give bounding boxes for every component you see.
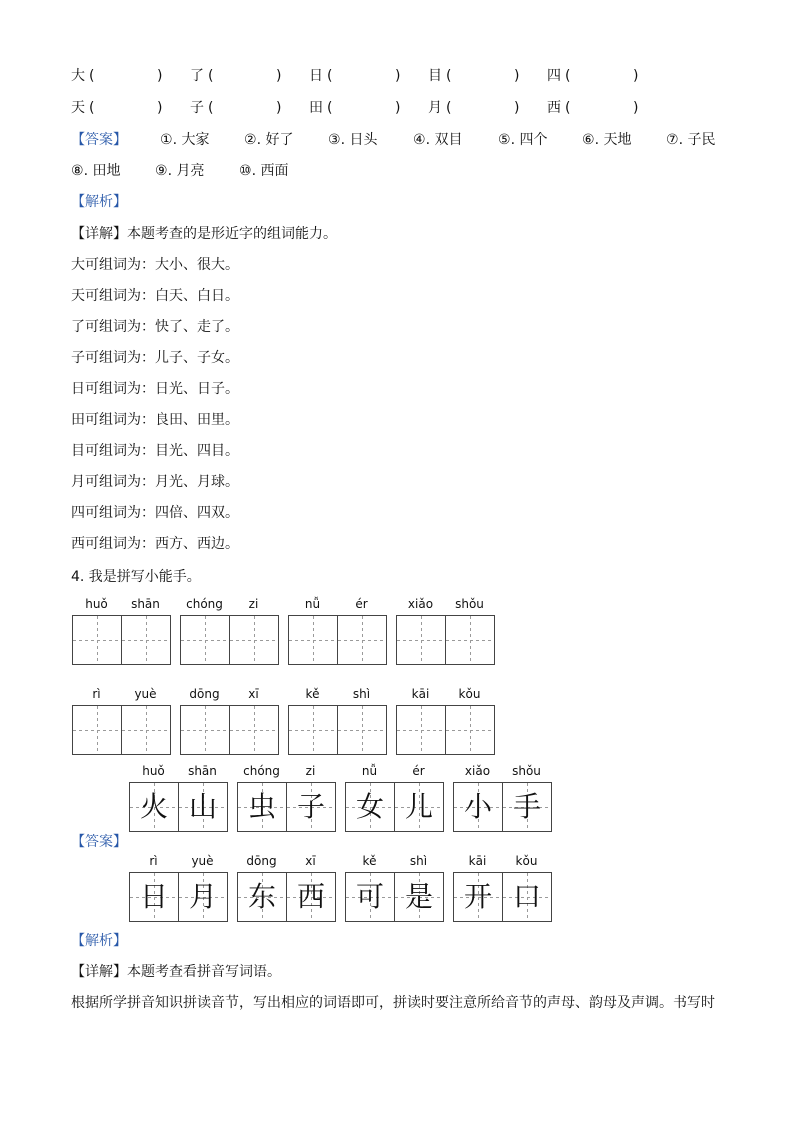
written-char: 是 [404,880,433,913]
answer-blank[interactable] [456,99,512,117]
tian-grid-box [237,782,287,832]
tian-grid-box[interactable] [445,615,495,665]
word-group [129,764,226,832]
paren-open: ( [565,100,571,116]
answer-label: 【答案】 [71,132,127,148]
tian-grid-box[interactable] [180,615,230,665]
written-char: 西 [296,880,325,913]
answer-blank[interactable] [575,99,631,117]
paren-close: ) [276,100,282,116]
paren-open: ( [327,68,333,84]
base-char: 月 [428,100,442,116]
tian-grid-boxes [288,705,386,755]
tian-grid-box[interactable] [180,705,230,755]
written-char: 火 [139,790,168,823]
explanation-line: 田可组词为：良田、田里。 [71,412,239,428]
written-char: 日 [139,880,168,913]
answer-blank[interactable] [337,67,393,85]
pinyin-syllable: nǚ [361,764,378,778]
pinyin-row [345,854,442,868]
pinyin-syllable: yuè [134,687,157,701]
pinyin-syllable: xiǎo [464,764,491,778]
pinyin-syllable: rì [92,687,101,701]
tian-grid-boxes [396,615,494,665]
explanation-line: 目可组词为：目光、四目。 [71,443,239,459]
question-4-title: 4. 我是拼写小能手。 [71,569,201,585]
tian-grid-boxes [345,872,443,922]
answer-text: . 大家 [172,132,210,148]
paren-close: ) [276,68,282,84]
pinyin-row [237,764,334,778]
detail-line-1 [71,225,337,243]
pinyin-syllable: xī [248,687,259,701]
answer-label-2: 【答案】 [71,834,127,850]
pinyin-syllable: kě [362,854,377,868]
answer-number: ⑩ [239,163,252,179]
answer-number: ③ [328,132,341,148]
base-char: 四 [547,68,561,84]
answer-text: . 日头 [340,132,378,148]
tian-grid-box[interactable] [121,705,171,755]
answer-item [71,162,120,180]
paren-close: ) [157,100,163,116]
answer-item [582,131,631,149]
written-char: 子 [296,790,325,823]
pinyin-syllable: shì [409,854,428,868]
answer-text: . 天地 [594,132,632,148]
base-char: 了 [190,68,204,84]
paren-open: ( [89,68,95,84]
answer-item [244,131,293,149]
answer-number: ① [160,132,173,148]
pinyin-row [72,597,169,611]
word-group [72,687,169,755]
tian-grid-box [286,872,336,922]
paren-open: ( [89,100,95,116]
pinyin-row [180,597,277,611]
written-char: 月 [188,880,217,913]
explanation-line: 日可组词为：日光、日子。 [71,381,239,397]
pinyin-row [129,854,226,868]
pinyin-syllable: shǒu [512,764,541,778]
word-group [288,597,385,665]
pinyin-syllable: ér [412,764,425,778]
tian-grid-boxes [396,705,494,755]
tian-grid-box[interactable] [288,615,338,665]
tian-grid-box[interactable] [396,705,446,755]
answer-blank[interactable] [456,67,512,85]
paren-close: ) [514,68,520,84]
base-char: 目 [428,68,442,84]
answer-number: ⑥ [582,132,595,148]
pinyin-row [237,854,334,868]
answer-item [498,131,547,149]
answer-number: ② [244,132,257,148]
answer-text: . 田地 [83,163,121,179]
answer-item [155,162,204,180]
word-group [180,687,277,755]
paren-close: ) [157,68,163,84]
pinyin-syllable: chóng [186,597,223,611]
answer-item [666,131,715,149]
base-char: 大 [71,68,85,84]
word-group [237,854,334,922]
tian-grid-box[interactable] [121,615,171,665]
analysis-label-2: 【解析】 [71,933,127,949]
written-char: 小 [463,790,492,823]
paren-open: ( [446,68,452,84]
answer-blank[interactable] [575,67,631,85]
pinyin-syllable: chóng [243,764,280,778]
tian-grid-box[interactable] [445,705,495,755]
answer-item [239,162,288,180]
answer-item [413,131,462,149]
pinyin-syllable: rì [149,854,158,868]
tian-grid-boxes [453,782,551,832]
paren-open: ( [446,100,452,116]
paren-close: ) [633,100,639,116]
word-group [345,854,442,922]
answer-blank[interactable] [218,67,274,85]
tian-grid-boxes [288,615,386,665]
tian-grid-box[interactable] [396,615,446,665]
base-char: 日 [309,68,323,84]
answer-text: . 四个 [510,132,548,148]
word-group [396,597,493,665]
word-group [72,597,169,665]
pinyin-syllable: kǒu [515,854,538,868]
pinyin-syllable: dōng [246,854,277,868]
explanation-line: 月可组词为：月光、月球。 [71,474,239,490]
tian-grid-box [453,782,503,832]
tian-grid-box [345,782,395,832]
pinyin-row [72,687,169,701]
tian-grid-boxes [72,615,170,665]
pinyin-row [345,764,442,778]
detail-text: 本题考查的是形近字的组词能力。 [127,226,337,242]
pinyin-syllable: xiǎo [407,597,434,611]
answer-text: . 子民 [678,132,716,148]
tian-grid-box[interactable] [72,705,122,755]
answer-number: ④ [413,132,426,148]
answer-text: . 月亮 [167,163,205,179]
pinyin-syllable: xī [305,854,316,868]
paren-close: ) [633,68,639,84]
pinyin-syllable: shì [352,687,371,701]
tian-grid-box[interactable] [229,615,279,665]
pinyin-syllable: huǒ [142,764,165,778]
written-char: 虫 [247,790,276,823]
tian-grid-box[interactable] [337,705,387,755]
paren-open: ( [208,100,214,116]
written-char: 口 [512,880,541,913]
written-char: 手 [512,790,541,823]
tian-grid-box [129,782,179,832]
written-char: 开 [463,880,492,913]
pinyin-syllable: kǒu [458,687,481,701]
analysis-label: 【解析】 [71,194,127,210]
answer-blank[interactable] [337,99,393,117]
explanation-line: 子可组词为：儿子、子女。 [71,350,239,366]
answer-blank[interactable] [218,99,274,117]
word-group [396,687,493,755]
pinyin-syllable: ér [355,597,368,611]
tian-grid-boxes [237,872,335,922]
answer-text: . 西面 [251,163,289,179]
pinyin-row [288,687,385,701]
tian-grid-box[interactable] [337,615,387,665]
paren-open: ( [565,68,571,84]
pinyin-syllable: kě [305,687,320,701]
tian-grid-boxes [129,872,227,922]
answer-text: . 双目 [425,132,463,148]
paren-open: ( [327,100,333,116]
tian-grid-boxes [180,705,278,755]
detail-label: 【详解】 [71,226,127,242]
tian-grid-box [394,872,444,922]
tian-grid-box [237,872,287,922]
written-char: 可 [355,880,384,913]
answer-text: . 好了 [256,132,294,148]
pinyin-syllable: nǚ [304,597,321,611]
pinyin-syllable: shǒu [455,597,484,611]
word-group [288,687,385,755]
word-group [237,764,334,832]
explanation-line: 四可组词为：四倍、四双。 [71,505,239,521]
tian-grid-box [178,782,228,832]
paren-open: ( [208,68,214,84]
base-char: 田 [309,100,323,116]
base-char: 天 [71,100,85,116]
base-char: 子 [190,100,204,116]
written-char: 女 [355,790,384,823]
word-group [453,764,550,832]
pinyin-syllable: zi [248,597,259,611]
pinyin-syllable: dōng [189,687,220,701]
tian-grid-boxes [180,615,278,665]
pinyin-row [288,597,385,611]
tian-grid-box [453,872,503,922]
explanation-line: 天可组词为：白天、白日。 [71,288,239,304]
pinyin-syllable: yuè [191,854,214,868]
pinyin-row [453,854,550,868]
explanation-line: 了可组词为：快了、走了。 [71,319,239,335]
tian-grid-boxes [345,782,443,832]
tian-grid-box[interactable] [288,705,338,755]
paren-close: ) [514,100,520,116]
tian-grid-box [286,782,336,832]
tian-grid-box [394,782,444,832]
tian-grid-box [502,872,552,922]
explanation-last-line: 根据所学拼音知识拼读音节，写出相应的词语即可，拼读时要注意所给音节的声母、韵母及声调。书写时 [71,995,715,1011]
pinyin-row [396,597,493,611]
pinyin-syllable: shān [188,764,217,778]
word-group [345,764,442,832]
answer-blank[interactable] [99,99,155,117]
pinyin-syllable: kāi [411,687,430,701]
tian-grid-box [502,782,552,832]
detail-label-2: 【详解】 [71,964,127,980]
written-char: 儿 [404,790,433,823]
answer-number: ⑨ [155,163,168,179]
pinyin-row [180,687,277,701]
tian-grid-boxes [453,872,551,922]
tian-grid-boxes [129,782,227,832]
word-group [129,854,226,922]
pinyin-syllable: kāi [468,854,487,868]
answer-blank[interactable] [99,67,155,85]
tian-grid-boxes [237,782,335,832]
tian-grid-box [178,872,228,922]
answer-item [160,131,209,149]
paren-close: ) [395,68,401,84]
word-group [453,854,550,922]
tian-grid-box[interactable] [229,705,279,755]
tian-grid-box [345,872,395,922]
answer-number: ⑦ [666,132,679,148]
pinyin-row [453,764,550,778]
tian-grid-box[interactable] [72,615,122,665]
base-char: 西 [547,100,561,116]
pinyin-syllable: zi [305,764,316,778]
paren-close: ) [395,100,401,116]
explanation-line: 大可组词为：大小、很大。 [71,257,239,273]
pinyin-syllable: huǒ [85,597,108,611]
word-group [180,597,277,665]
pinyin-row [129,764,226,778]
answer-number: ⑤ [498,132,511,148]
pinyin-syllable: shān [131,597,160,611]
detail-line-2 [71,963,281,981]
detail-text-2: 本题考查看拼音写词语。 [127,964,281,980]
pinyin-row [396,687,493,701]
tian-grid-box [129,872,179,922]
explanation-line: 西可组词为：西方、西边。 [71,536,239,552]
answer-number: ⑧ [71,163,84,179]
tian-grid-boxes [72,705,170,755]
written-char: 东 [247,880,276,913]
answer-item [328,131,377,149]
written-char: 山 [188,790,217,823]
